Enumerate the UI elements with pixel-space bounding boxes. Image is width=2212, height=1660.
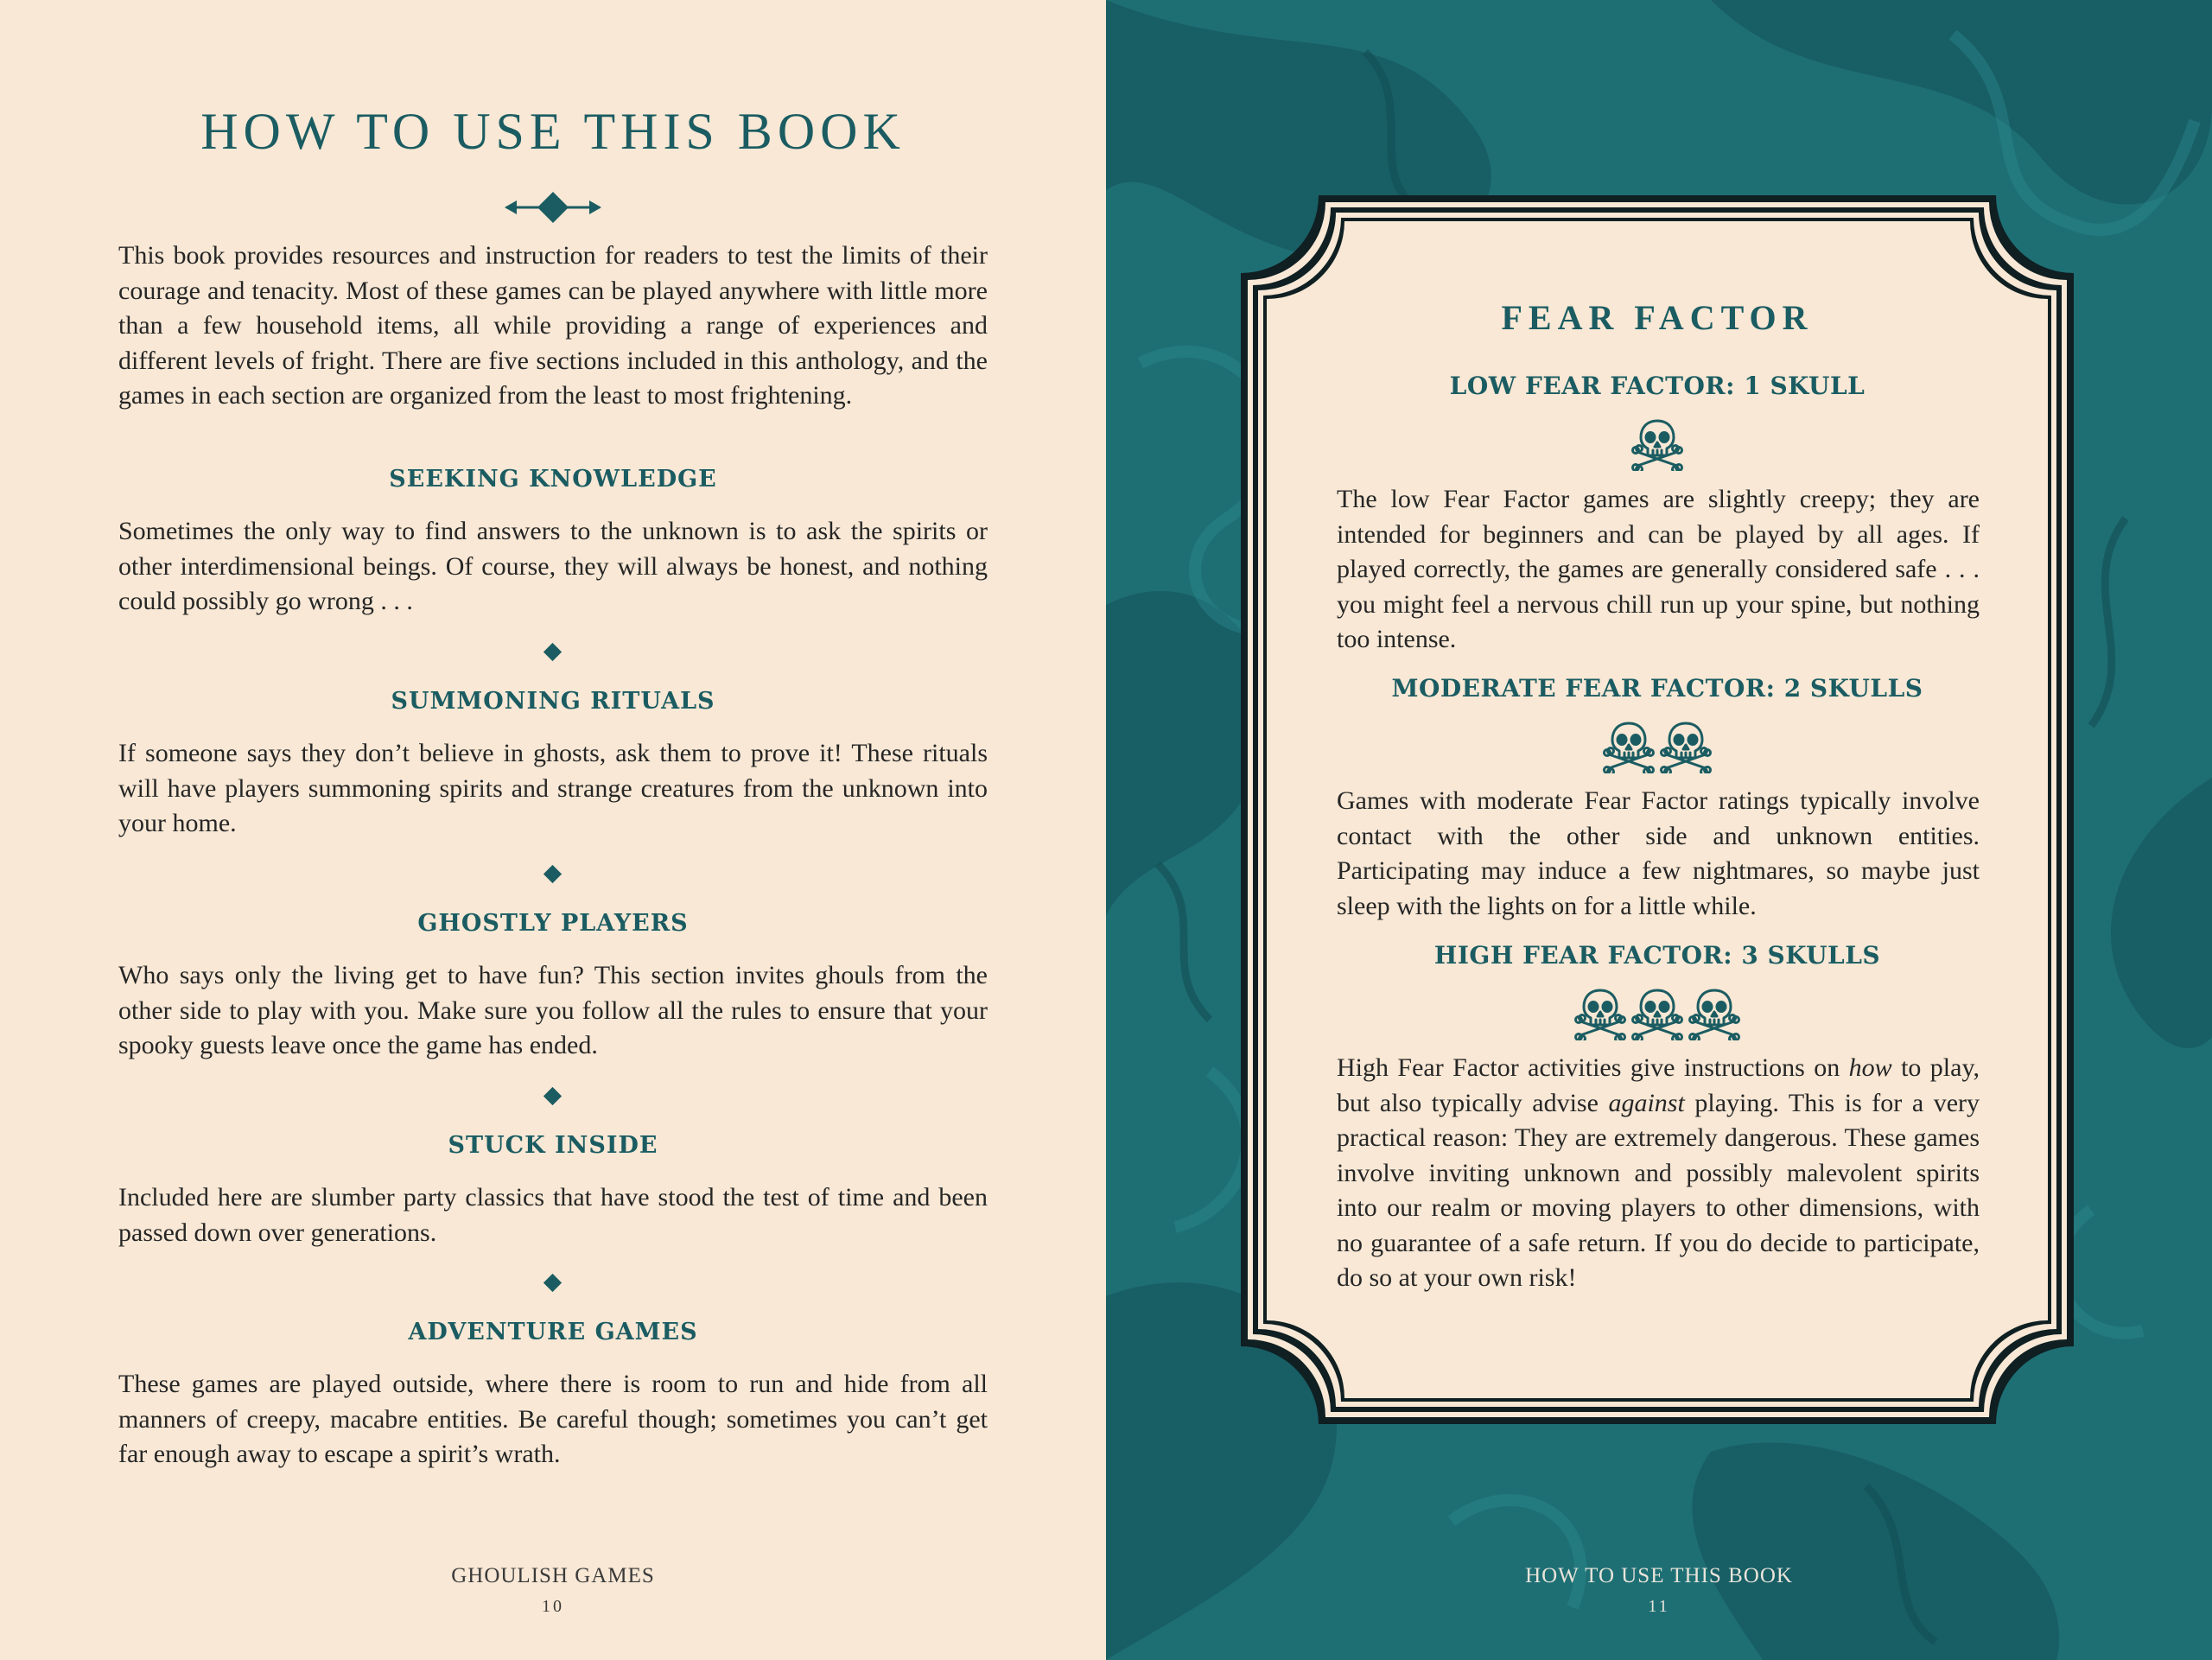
skull-crossbones-icon (1573, 987, 1627, 1040)
moderate-fear-text: Games with moderate Fear Factor ratings typically involve contact with the other side and unknown entities. Participating may induce a few nightmares, so maybe just sleep with the lights on for a little while. (1337, 786, 1980, 920)
high-fear-text-part: High Fear Factor activities give instructions on (1337, 1053, 1849, 1082)
skull-crossbones-icon (1630, 987, 1684, 1040)
section-text-ghostly-players: Who says only the living get to have fun? This section invites ghouls from the other side to play with you. Make sure you follow all the rules to ensure that your spooky guests leave once the game has ended. (118, 961, 988, 1059)
skull-rating-high (1241, 987, 2074, 1040)
high-fear-heading: HIGH FEAR FACTOR: 3 SKULLS (1433, 941, 1881, 970)
intro-paragraph: This book provides resources and instruction for readers to test the limits of their courage and tenacity. Most of these games can be played anywhere with little more than a few household items, all while providing a range of experiences and different levels of fright. There are five sections included in this anthology, and the games in each section are organized from the least to most frightening. (118, 241, 988, 410)
skull-crossbones-icon (1630, 417, 1684, 471)
section-text-stuck-inside: Included here are slumber party classics that have stood the test of time and been passed down over generations. (118, 1183, 988, 1247)
low-fear-text: The low Fear Factor games are slightly creepy; they are intended for beginners and can be played by all ages. If played correctly, the games are generally considered safe . . . you might feel a nervous chill run up your spine, but nothing too intense. (1337, 485, 1980, 653)
skull-crossbones-icon (1602, 720, 1656, 773)
diamond-divider-icon (543, 643, 562, 661)
low-fear-heading: LOW FEAR FACTOR: 1 SKULL (1449, 372, 1866, 400)
diamond-divider-icon (543, 1274, 562, 1292)
high-fear-text-part: to play, but also typically advise (1337, 1053, 1980, 1117)
skull-rating-low (1241, 417, 2074, 471)
section-heading-adventure-games: ADVENTURE GAMES (408, 1319, 698, 1345)
page-title: HOW TO USE THIS BOOK (200, 103, 906, 160)
section-heading-summoning-rituals: SUMMONING RITUALS (391, 688, 715, 715)
page-number: 10 (542, 1597, 564, 1616)
skull-rating-moderate (1241, 720, 2074, 773)
footer-running-title: GHOULISH GAMES (451, 1564, 655, 1587)
fear-factor-title: FEAR FACTOR (1501, 298, 1814, 337)
section-text-summoning-rituals: If someone says they don’t believe in ghosts, ask them to prove it! These rituals will have players summoning spirits and strange creatures from the unknown into your home. (118, 739, 988, 837)
skull-crossbones-icon (1688, 987, 1741, 1040)
diamond-divider-icon (543, 1087, 562, 1105)
diamond-ornament-icon (503, 188, 603, 226)
high-fear-text-part: playing. This is for a very practical reason: They are extremely dangerous. These games involve inviting unknown and possibly malevolent spirits into our realm or moving players to other dimensions, with no guarantee of a safe return. If you do decide to participate, do so at your own risk! (1337, 1088, 1980, 1292)
section-text-seeking-knowledge: Sometimes the only way to find answers to the unknown is to ask the spirits or other interdimensional beings. Of course, they will always be honest, and nothing could possibly go wrong . . . (118, 517, 988, 615)
skull-crossbones-icon (1659, 720, 1713, 773)
high-fear-text (1337, 1051, 1980, 1296)
section-text-adventure-games: These games are played outside, where there is room to run and hide from all manners of creepy, macabre entities. Be careful though; sometimes you can’t get far enough away to escape a spirit’s wrath. (118, 1370, 988, 1468)
emphasis-how: how (1848, 1053, 1892, 1082)
section-heading-ghostly-players: GHOSTLY PLAYERS (417, 910, 689, 937)
footer-running-title-right: HOW TO USE THIS BOOK (1525, 1564, 1793, 1587)
emphasis-against: against (1608, 1088, 1685, 1117)
moderate-fear-heading: MODERATE FEAR FACTOR: 2 SKULLS (1391, 674, 1923, 703)
diamond-divider-icon (543, 865, 562, 883)
page-number-right: 11 (1648, 1597, 1670, 1616)
section-heading-seeking-knowledge: SEEKING KNOWLEDGE (389, 466, 717, 493)
section-heading-stuck-inside: STUCK INSIDE (448, 1132, 658, 1159)
